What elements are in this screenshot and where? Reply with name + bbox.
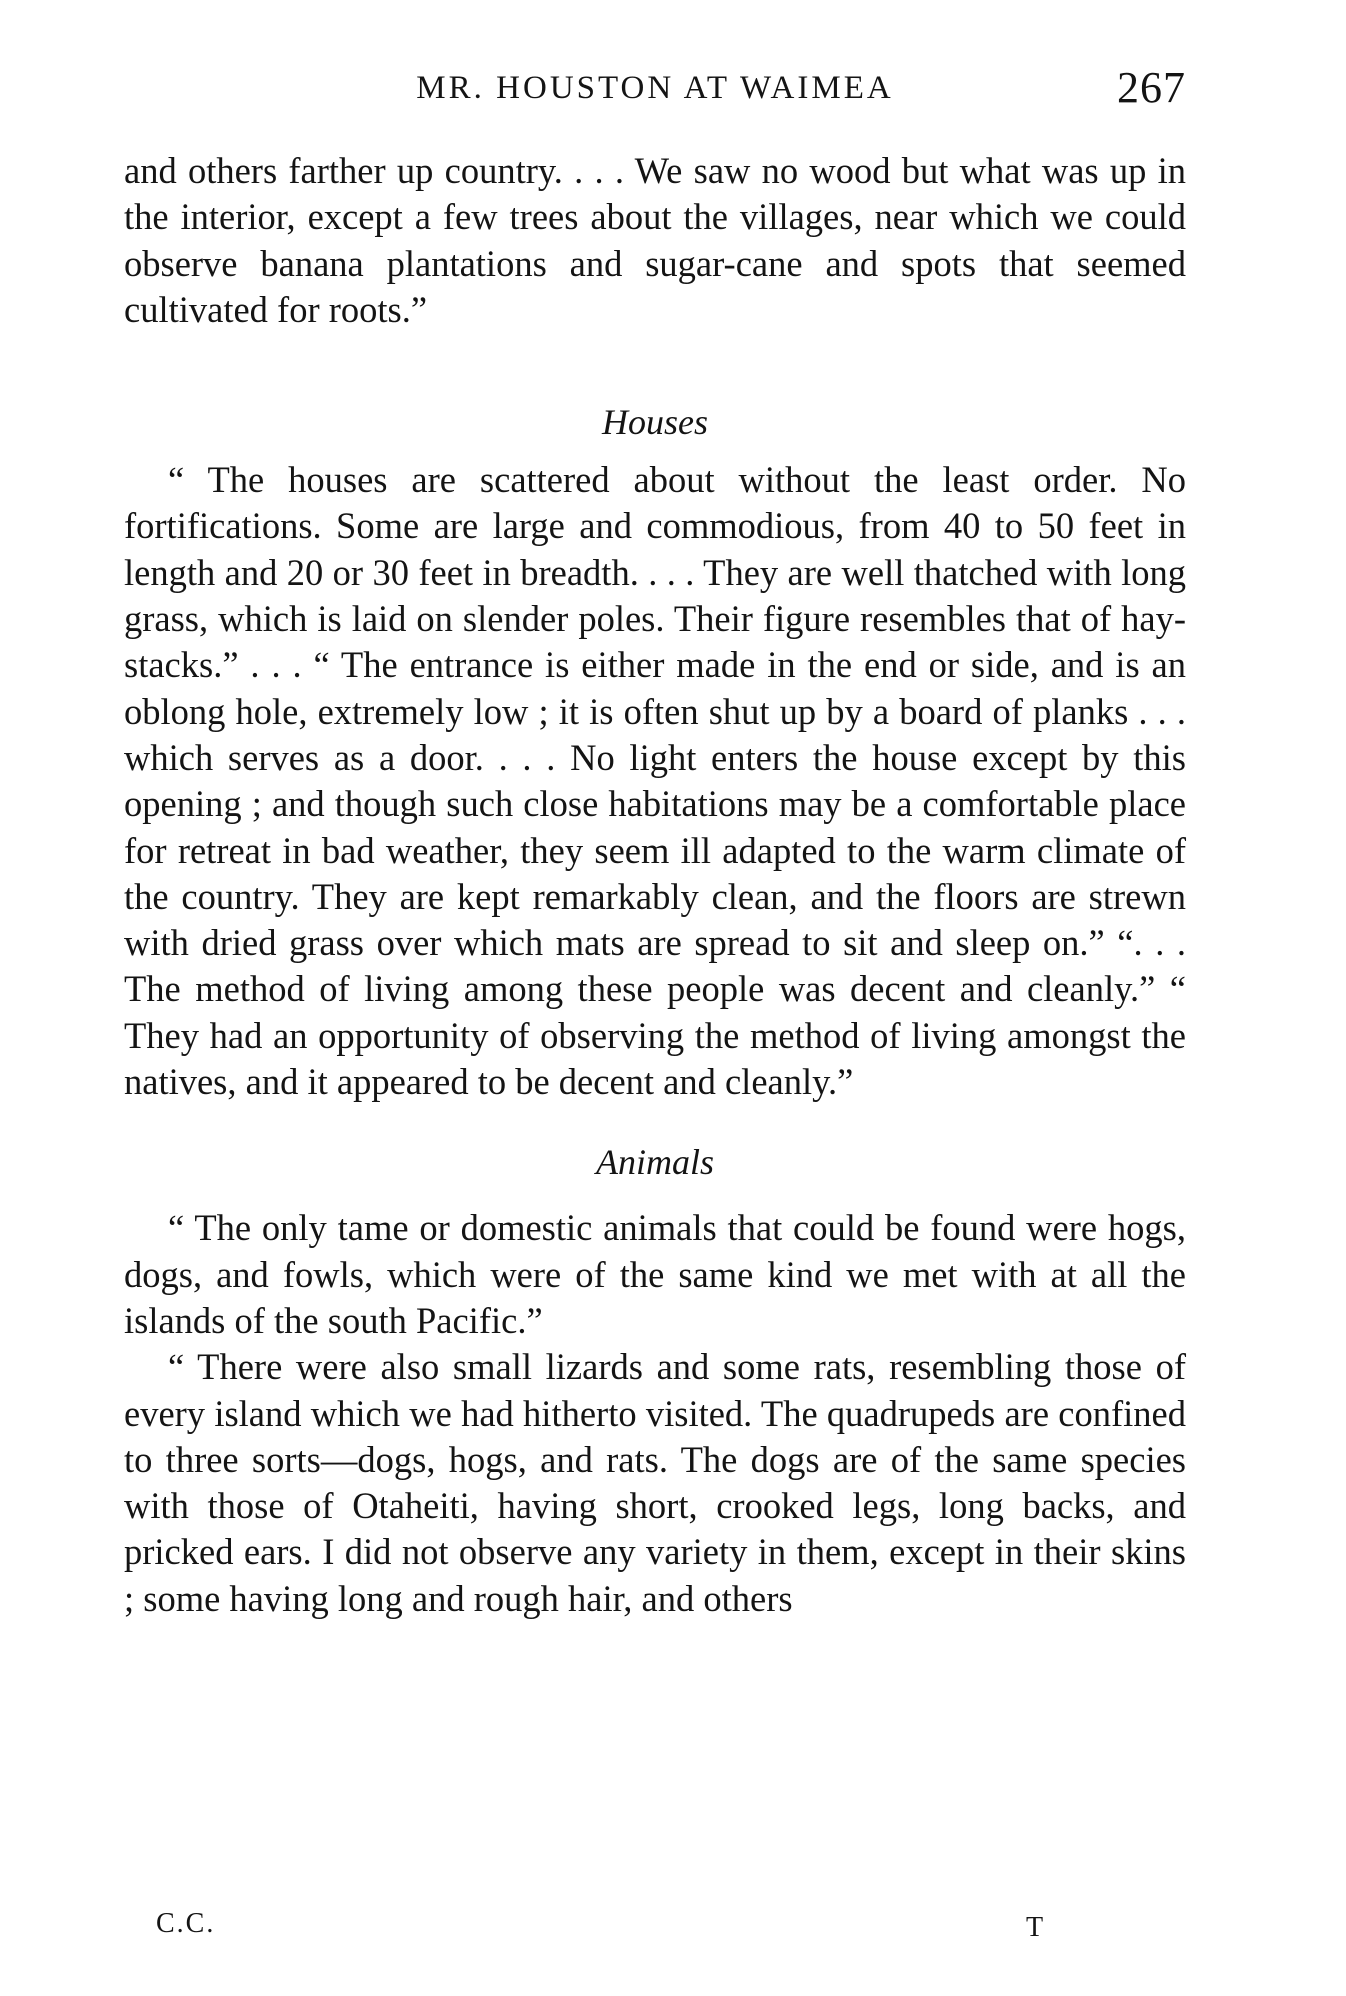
page-number: 267 — [1117, 63, 1186, 112]
paragraph-animals-2: “ There were also small lizards and some rats, resembling those of every island which we had hitherto visited. The quadrupeds are confined to three sorts—dogs, hogs, and rats. The dogs are of the same species with those of Otaheiti, having short, crooked legs, long backs, and pricked ears. I did not observe any variety in them, except in their skins ; some having long and rough hair, and others — [124, 1346, 1186, 1619]
paragraph-houses: “ The houses are scattered about without the least order. No fortifications. Some are large and commodious, from 40 to 50 feet in length and 20 or 30 feet in breadth. . . . They are well thatched with long grass, which is laid on slender poles. Their figure resembles that of hay-stacks.” . . . “ The entrance is either made in the end or side, and is an oblong hole, extremely low ; it is often shut up by a board of planks . . . which serves as a door. . . . No light enters the house except by this opening ; and though such close habitations may be a comfortable place for retreat in bad weather, they seem ill adapted to the warm climate of the country. They are kept remarkably clean, and the floors are strewn with dried grass over which mats are spread to sit and sleep on.” “. . . The method of living among these people was decent and cleanly.” “ They had an opportunity of observing the method of living amongst the natives, and it appeared to be decent and cleanly.” — [124, 459, 1186, 1103]
page-footer — [124, 1908, 1186, 1948]
paragraph-continuation: and others farther up country. . . . We saw no wood but what was up in the interior, except a few trees about the villages, near which we could observe banana plantations and sugar-cane and spots that seemed cultivated for roots.” — [124, 150, 1186, 330]
page-header — [124, 62, 1186, 122]
signature-mark-left: C.C. — [156, 1908, 216, 1939]
page-body — [124, 148, 1186, 1622]
running-head: MR. HOUSTON AT WAIMEA — [416, 70, 894, 106]
signature-mark-right: T — [1026, 1912, 1046, 1943]
section-heading-animals: Animals — [595, 1142, 714, 1183]
paragraph-animals-1: “ The only tame or domestic animals that could be found were hogs, dogs, and fowls, which were of the same kind we met with at all the islands of the south Pacific.” — [124, 1207, 1186, 1341]
section-heading-houses: Houses — [602, 402, 708, 443]
